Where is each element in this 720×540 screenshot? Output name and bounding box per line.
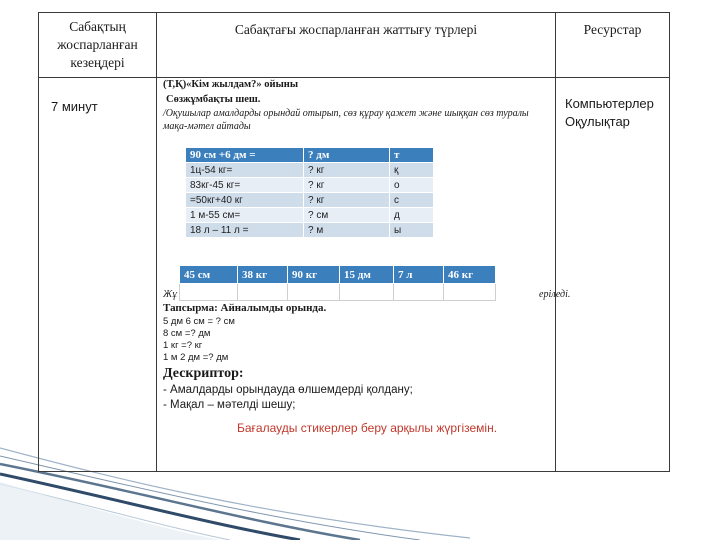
resource-item: Оқулықтар xyxy=(565,114,630,129)
table-cell: ? кг xyxy=(304,193,390,208)
table-cell: ? кг xyxy=(304,178,390,193)
game-title: (Т,Қ)«Кім жылдам?» ойыны xyxy=(163,79,299,90)
answer-strip xyxy=(179,265,496,301)
answer-header: 7 л xyxy=(394,266,444,284)
table-cell: т xyxy=(390,148,434,163)
descriptor-item: - Мақал – мәтелді шешу; xyxy=(163,399,296,411)
game-subtitle: Сөзжұмбақты шеш. xyxy=(166,94,261,105)
table-cell: д xyxy=(390,208,434,223)
assessment-note: Бағалауды стикерлер беру арқылы жүргіземін. xyxy=(237,421,498,435)
answer-header: 15 дм xyxy=(340,266,394,284)
table-cell: 18 л – 11 л = xyxy=(186,223,304,238)
header-stage: Сабақтың жоспарланған кезеңдері xyxy=(57,19,138,70)
table-cell: ы xyxy=(390,223,434,238)
stage-time: 7 минут xyxy=(51,99,98,114)
table-cell: 83кг-45 кг= xyxy=(186,178,304,193)
answer-header: 45 см xyxy=(180,266,238,284)
task-item: 5 дм 6 см = ? см xyxy=(163,316,235,327)
table-cell: қ xyxy=(390,163,434,178)
table-row xyxy=(186,193,434,208)
resources-list xyxy=(565,95,654,131)
table-cell: о xyxy=(390,178,434,193)
header-exercises: Сабақтағы жоспарланған жаттығу түрлері xyxy=(234,22,478,37)
task-item: 1 м 2 дм =? дм xyxy=(163,352,229,363)
table-row xyxy=(186,208,434,223)
answer-header: 46 кг xyxy=(444,266,496,284)
table-cell: 1ц-54 кг= xyxy=(186,163,304,178)
resource-item: Компьютерлер xyxy=(565,96,654,111)
table-row xyxy=(186,223,434,238)
answer-cell xyxy=(180,284,238,301)
table-cell: 1 м-55 см= xyxy=(186,208,304,223)
task-item: 1 кг =? кг xyxy=(163,340,203,351)
answer-cell xyxy=(340,284,394,301)
table-cell: ? кг xyxy=(304,163,390,178)
partial-text-right: еріледі. xyxy=(539,289,571,300)
answer-header: 38 кг xyxy=(238,266,288,284)
lesson-plan-table xyxy=(38,12,670,472)
table-cell: с xyxy=(390,193,434,208)
table-row xyxy=(186,178,434,193)
answer-cell xyxy=(288,284,340,301)
game-description: /Оқушылар амалдарды орындай отырып, сөз құрау қажет және шыққан сөз туралы мақа-мәтел айтады xyxy=(163,108,529,132)
table-row xyxy=(186,163,434,178)
partial-text-left: Жұ xyxy=(163,289,178,300)
table-cell: ? м xyxy=(304,223,390,238)
conversion-table xyxy=(185,147,434,238)
table-cell: ? см xyxy=(304,208,390,223)
answer-cell xyxy=(444,284,496,301)
task-title: Тапсырма: Айналымды орында. xyxy=(163,302,327,314)
answer-header: 90 кг xyxy=(288,266,340,284)
table-cell: =50кг+40 кг xyxy=(186,193,304,208)
descriptor-title: Дескриптор: xyxy=(163,366,244,381)
table-cell: 90 см +6 дм = xyxy=(186,148,304,163)
answer-cell xyxy=(394,284,444,301)
descriptor-item: - Амалдарды орындауда өлшемдерді қолдану; xyxy=(163,384,413,396)
task-item: 8 см =? дм xyxy=(163,328,211,339)
table-cell: ? дм xyxy=(304,148,390,163)
header-resources: Ресурстар xyxy=(583,22,642,37)
answer-cell xyxy=(238,284,288,301)
